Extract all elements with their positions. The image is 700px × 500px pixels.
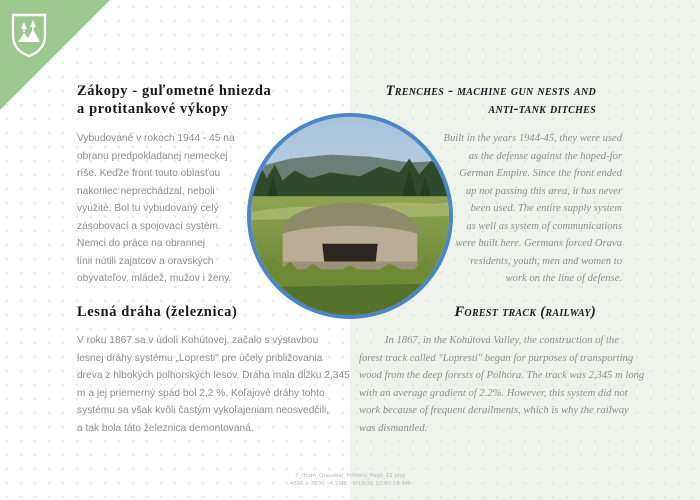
text-line: ríše. Keďže front touto oblasťou bbox=[77, 168, 221, 179]
text-line: as the defense against the hoped-for bbox=[468, 150, 622, 162]
text-line: lesnej dráhy systému „Lopresti" pre účely približovania bbox=[77, 352, 323, 364]
image-meta: 4891 x 3500 · 4,5MB · 9/19/21 12:00:18 AM bbox=[289, 481, 411, 487]
paragraph-railway-en bbox=[359, 332, 644, 437]
heading-trenches-sk bbox=[77, 82, 271, 118]
bunker-photo bbox=[247, 113, 453, 319]
text-line: work because of frequent derailments, which is why the railway bbox=[359, 405, 629, 416]
text-line: up not passing this area, it has never bbox=[465, 185, 622, 197]
text-line: m a jej priemerný spád bol 2,2 %. Koľajové dráhy tohto bbox=[77, 387, 325, 399]
heading-line: Forest track (railway) bbox=[454, 304, 596, 320]
heading-line: Zákopy - guľometné hniezda bbox=[77, 83, 272, 99]
text-line: German Empire. Since the front ended bbox=[459, 168, 622, 179]
text-line: nakoniec neprechádzal, neboli bbox=[77, 185, 215, 197]
heading-line: a protitankové výkopy bbox=[77, 101, 229, 117]
text-line: residents, youth, men and women to bbox=[470, 255, 622, 267]
text-line: work on the line of defense. bbox=[505, 273, 622, 284]
heading-railway-sk bbox=[77, 303, 237, 321]
image-filename: 7_(from_Oravska)_Polhora_Page_11.png bbox=[295, 473, 405, 479]
text-line: V roku 1867 sa v údolí Kohútovej, začalo s výstavbou bbox=[77, 335, 319, 346]
text-line: Built in the years 1944-45, they were used bbox=[443, 133, 622, 144]
text-line: with an average gradient of 2.2%. However, this system did not bbox=[359, 387, 628, 399]
text-line: Nemci do práce na obrannej bbox=[77, 238, 205, 249]
text-line: Vybudované v rokoch 1944 - 45 na bbox=[77, 133, 235, 144]
coat-of-arms-icon bbox=[10, 12, 48, 58]
text-line: were built here. Germans forced Orava bbox=[455, 238, 622, 249]
text-line: was dismantled. bbox=[359, 422, 428, 434]
paragraph-railway-sk bbox=[77, 332, 350, 437]
text-line: dreva z hlbokých polhorských lesov. Dráha mala dĺžku 2,345 bbox=[77, 370, 350, 381]
heading-railway-en bbox=[454, 303, 596, 321]
text-line: forest track called "Lopresti" began for purposes of transporting bbox=[359, 352, 634, 364]
heading-trenches-en bbox=[386, 82, 596, 118]
heading-line: Trenches - machine gun nests and bbox=[385, 83, 596, 99]
text-line: as well as system of communications bbox=[466, 220, 622, 232]
text-line: línii nútili zajatcov a oravských bbox=[77, 255, 214, 267]
paragraph-trenches-en bbox=[444, 130, 623, 288]
text-line: a tak bola táto železnica demontovaná. bbox=[77, 422, 254, 434]
text-line: zásobovací a spojovací systém. bbox=[77, 220, 221, 232]
text-line: been used. The entire supply system bbox=[470, 203, 622, 214]
text-line: systému sa však kvôli častým vykoľajeniam neosvedčili, bbox=[77, 405, 330, 416]
paragraph-trenches-sk bbox=[77, 130, 235, 288]
text-line: využité. Bol tu vybudovaný celý bbox=[77, 203, 219, 214]
heading-line: Lesná dráha (železnica) bbox=[77, 304, 238, 320]
text-line: obranu predpokladanej nemeckej bbox=[77, 150, 228, 162]
heading-line: anti-tank ditches bbox=[488, 101, 596, 117]
text-line: obyvateľov, mládež, mužov i ženy. bbox=[77, 273, 232, 284]
text-line: In 1867, in the Kohútová Valley, the construction of the bbox=[385, 335, 619, 346]
text-line: wood from the deep forests of Polhora. The track was 2,345 m long bbox=[359, 370, 645, 381]
